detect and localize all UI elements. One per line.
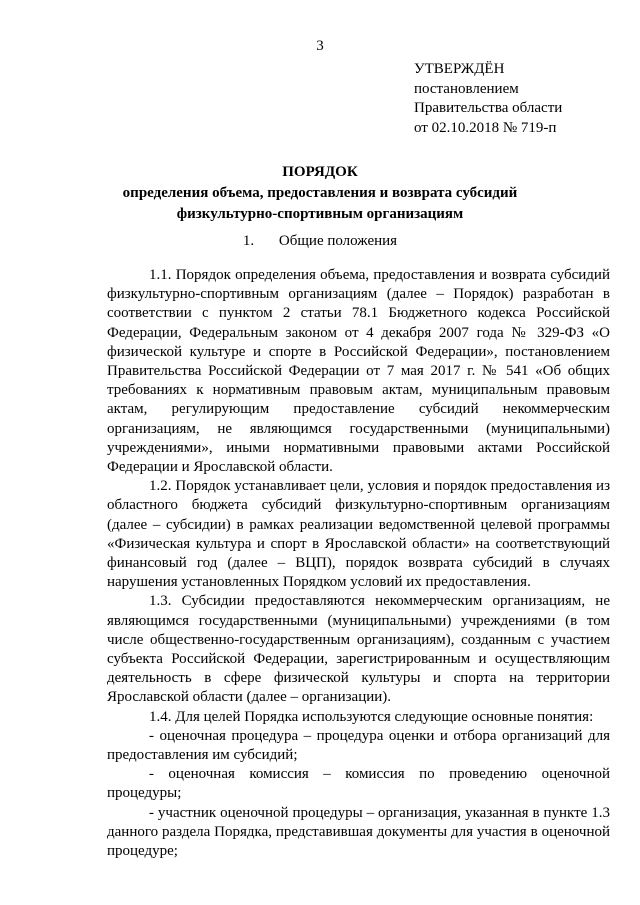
approval-line: постановлением [414, 80, 519, 97]
approval-stamp [414, 60, 562, 138]
title-line: определения объема, предоставления и возврата субсидий [122, 185, 518, 201]
body-text [107, 266, 610, 861]
document-title [0, 162, 640, 225]
paragraph: 1.4. Для целей Порядка используются следующие основные понятия: [149, 708, 594, 725]
approval-line: от 02.10.2018 № 719-п [414, 119, 557, 136]
title-line: ПОРЯДОК [282, 164, 358, 180]
approval-line: Правительства области [414, 100, 563, 116]
paragraph: 1.1. Порядок определения объема, предоставления и возврата субсидий физкультурно-спортивным организациям (далее – Порядок) разработан в соответствии с пунктом 2 статьи 78.1 Бюджетного кодекса Российской Федерации, Федеральным законом от 4 декабря 2007 года № 329-ФЗ «О физической культуре и спорте в Российской Федерации», постановлением Правительства Российской Федерации от 7 мая 2017 г. № 541 «Об общих требованиях к нормативным правовым актам, муниципальным правовым актам, регулирующим предоставление субсидий некоммерческим организациям, не являющимся государственными (муниципальными) учреждениями», иными нормативными правовыми актами Российской Федерации и Ярославской области. [107, 267, 610, 476]
approval-line: УТВЕРЖДЁН [414, 61, 505, 77]
section-number: 1. [242, 233, 255, 249]
list-item: - оценочная процедура – процедура оценки и отбора организаций для предоставления им субсидий; [107, 727, 610, 764]
section-heading [0, 233, 640, 250]
paragraph: 1.2. Порядок устанавливает цели, условия и порядок предоставления из областного бюджета субсидий физкультурно-спортивным организациям (далее – субсидии) в рамках реализации ведомственной целевой программы «Физическая культура и спорт в Ярославской области» на соответствующий финансовый год (далее – ВЦП), порядок возврата субсидий в случаях нарушения установленных Порядком условий их предоставления. [107, 478, 610, 591]
list-item: - участник оценочной процедуры – организация, указанная в пункте 1.3 данного раздела Порядка, представившая документы для участия в оценочной процедуре; [107, 804, 610, 860]
list-item: - оценочная комиссия – комиссия по проведению оценочной процедуры; [107, 766, 610, 802]
paragraph: 1.3. Субсидии предоставляются некоммерческим организациям, не являющимся государственными (муниципальными) учреждениями (в том числе общественно-государственным организациям), созданным с участием субъекта Российской Федерации, зарегистрированным и осуществляющим деятельность в сфере физической культуры и спорта на территории Ярославской области (далее – организации). [107, 593, 610, 706]
title-line: физкультурно-спортивным организациям [176, 206, 464, 222]
section-title: Общие положения [278, 233, 398, 249]
page-number: 3 [316, 38, 324, 54]
